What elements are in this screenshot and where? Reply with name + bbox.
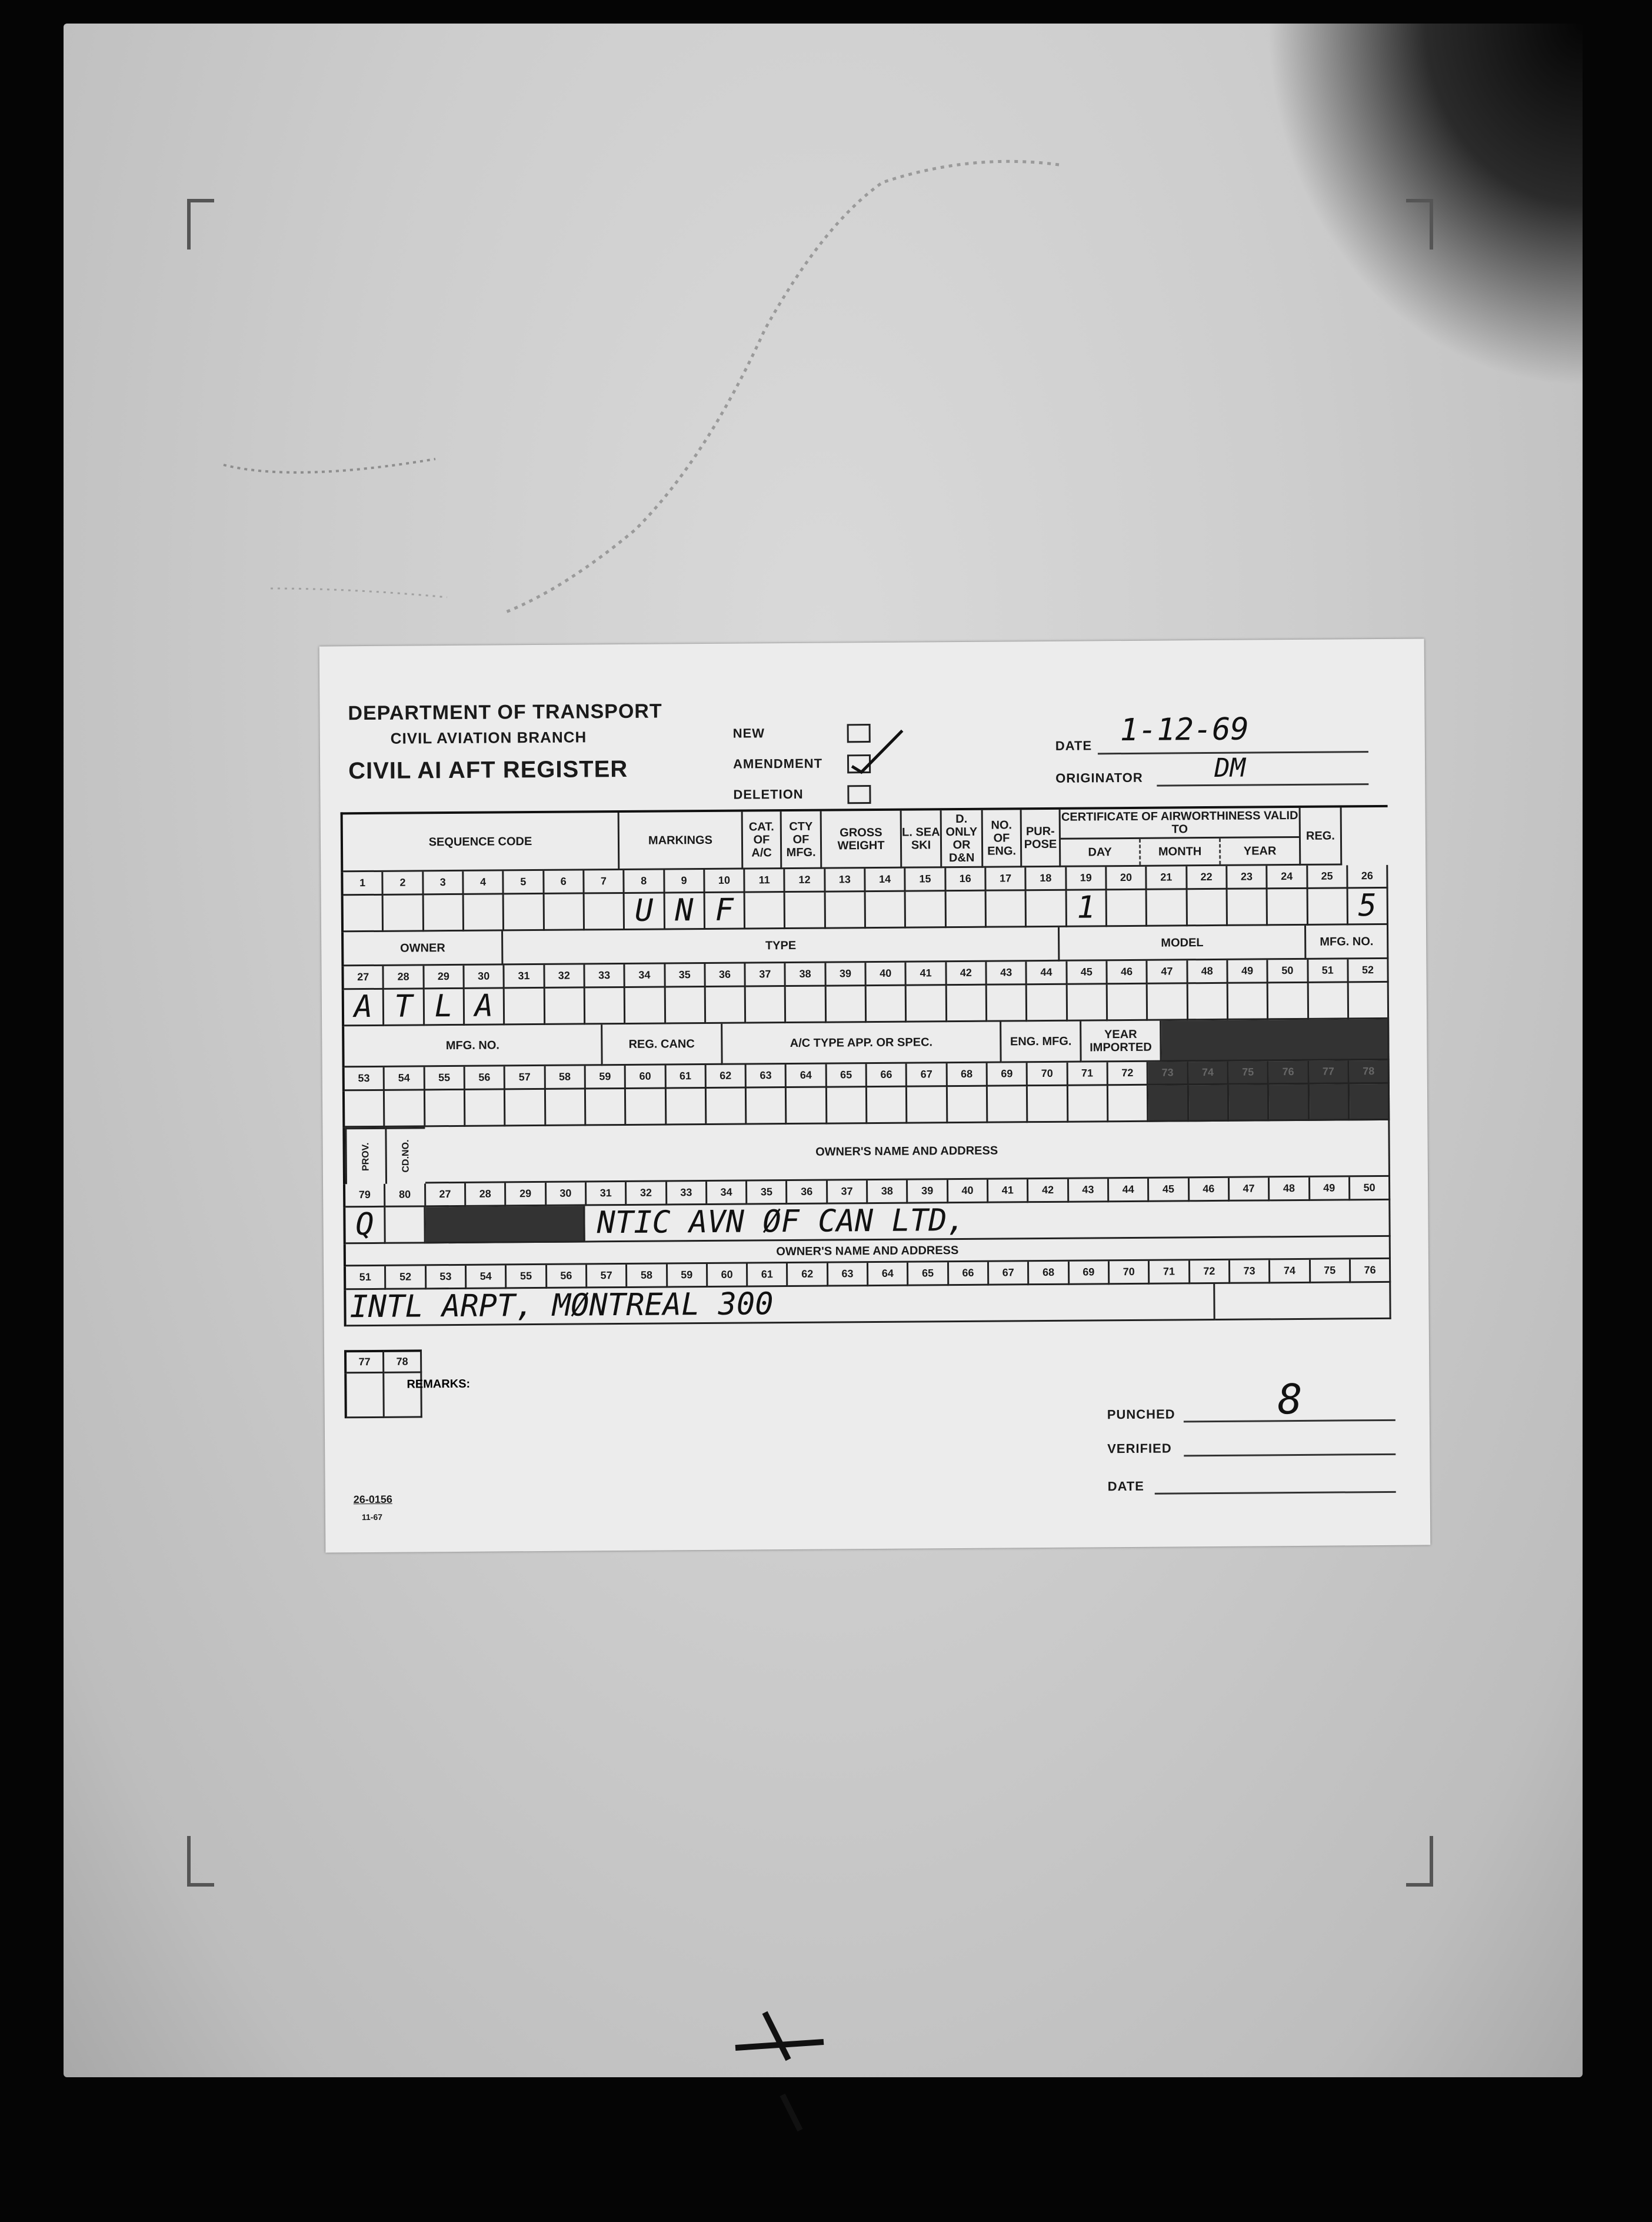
entry-cell[interactable] xyxy=(786,987,827,1023)
column-number: 8 xyxy=(625,870,665,893)
column-number: 30 xyxy=(547,1182,587,1206)
column-number: 66 xyxy=(949,1262,990,1286)
column-number: 22 xyxy=(1187,866,1228,890)
entry-cell[interactable] xyxy=(586,1089,627,1126)
day-header: DAY xyxy=(1061,839,1141,866)
originator-value: DM xyxy=(1214,753,1246,783)
column-number: 44 xyxy=(1027,962,1068,985)
column-number: 28 xyxy=(384,966,425,989)
column-number: 68 xyxy=(1029,1262,1070,1285)
register-card xyxy=(319,638,1431,1552)
entry-cell[interactable] xyxy=(1108,984,1148,1021)
entry-cell[interactable] xyxy=(1148,984,1188,1020)
date2-line xyxy=(1155,1491,1396,1495)
column-number: 34 xyxy=(707,1182,748,1205)
date-value: 1-12-69 xyxy=(1120,711,1250,749)
donly-header: D. ONLY OR D&N xyxy=(942,810,984,868)
column-number: 78 xyxy=(1349,1060,1390,1084)
column-number: 42 xyxy=(947,962,987,986)
entry-cell[interactable] xyxy=(1227,889,1268,926)
column-number: 52 xyxy=(386,1266,427,1289)
entry-cell[interactable] xyxy=(626,1089,667,1125)
address-blank-cells[interactable] xyxy=(1215,1283,1391,1320)
column-number: 49 xyxy=(1310,1177,1350,1200)
entry-cell[interactable] xyxy=(1108,1086,1149,1122)
column-number: 42 xyxy=(1028,1179,1069,1203)
column-number: 68 xyxy=(947,1063,988,1087)
entry-cell[interactable] xyxy=(987,891,1027,927)
entry-cell[interactable] xyxy=(825,892,866,929)
verified-label: VERIFIED xyxy=(1107,1441,1172,1456)
column-number: 33 xyxy=(585,964,625,988)
column-number: 72 xyxy=(1108,1062,1149,1086)
column-number: 67 xyxy=(989,1262,1030,1285)
column-number: 57 xyxy=(505,1066,546,1090)
column-number: 31 xyxy=(587,1182,627,1206)
column-number: 63 xyxy=(828,1263,869,1286)
entry-cell[interactable] xyxy=(987,985,1028,1022)
owner-name-header: OWNER'S NAME AND ADDRESS xyxy=(425,1120,1390,1183)
gross-weight-header: GROSS WEIGHT xyxy=(822,811,902,869)
column-number: 35 xyxy=(665,964,706,987)
column-number: 43 xyxy=(1069,1179,1110,1202)
date2-label: DATE xyxy=(1107,1478,1144,1494)
entry-cell[interactable] xyxy=(747,1088,787,1125)
column-number: 38 xyxy=(786,963,827,987)
entry-cell[interactable] xyxy=(946,892,987,928)
entry-cell[interactable] xyxy=(1068,1086,1109,1122)
column-number: 69 xyxy=(1070,1261,1110,1285)
cert-header xyxy=(1061,808,1301,867)
entry-cell[interactable]: 5 xyxy=(1348,889,1388,925)
remarks-label: REMARKS: xyxy=(407,1377,471,1391)
owner-name-entry[interactable]: NTIC AVN ØF CAN LTD, xyxy=(585,1200,1390,1243)
column-number: 27 xyxy=(426,1183,467,1207)
entry-cell[interactable]: A xyxy=(465,989,505,1025)
owner-address-entry[interactable]: INTL ARPT, MØNTREAL 300 xyxy=(346,1284,1215,1326)
entry-cell[interactable] xyxy=(787,1088,827,1125)
column-number: 77 xyxy=(347,1350,384,1373)
entry-cell[interactable] xyxy=(345,1091,385,1127)
column-number: 56 xyxy=(465,1066,506,1090)
ac-type-header: A/C TYPE APP. OR SPEC. xyxy=(722,1022,1002,1065)
column-number: 10 xyxy=(705,870,745,893)
reg-canc-header: REG. CANC xyxy=(602,1024,722,1066)
column-number: 41 xyxy=(907,962,947,986)
entry-cell[interactable] xyxy=(545,1089,586,1126)
column-number: 17 xyxy=(986,867,1027,891)
column-number: 7 xyxy=(584,870,625,894)
entry-cell[interactable] xyxy=(585,988,626,1024)
column-number: 43 xyxy=(987,962,1027,985)
entry-cell[interactable] xyxy=(1228,983,1269,1020)
column-number: 74 xyxy=(1270,1260,1311,1283)
form-title: CIVIL AI AFT REGISTER xyxy=(348,756,628,784)
entry-cell[interactable] xyxy=(665,987,706,1024)
entry-cell[interactable] xyxy=(424,895,464,932)
entry-cell[interactable] xyxy=(867,986,907,1023)
column-number: 52 xyxy=(1348,959,1389,983)
entry-cell[interactable] xyxy=(666,1089,707,1125)
column-number: 47 xyxy=(1148,960,1188,984)
column-number: 2 xyxy=(384,871,424,895)
column-number: 60 xyxy=(626,1065,667,1089)
entry-cell[interactable] xyxy=(1269,1085,1310,1121)
entry-cell[interactable] xyxy=(1268,889,1308,926)
entry-cell[interactable] xyxy=(706,987,747,1024)
cert-subheads xyxy=(1061,838,1299,865)
punched-label: PUNCHED xyxy=(1107,1406,1175,1422)
entry-cell[interactable] xyxy=(1308,983,1349,1019)
entry-cell[interactable] xyxy=(1107,890,1148,927)
originator-line xyxy=(1157,783,1368,787)
row4-entries xyxy=(343,1200,1390,1244)
entry-cell[interactable]: F xyxy=(705,893,745,930)
column-number: 12 xyxy=(785,869,826,893)
shaded-block xyxy=(1161,1019,1390,1062)
column-number: 71 xyxy=(1068,1062,1108,1086)
column-number: 55 xyxy=(425,1067,465,1090)
column-number: 45 xyxy=(1149,1178,1190,1202)
entry-cell[interactable] xyxy=(867,1087,908,1124)
column-number: 18 xyxy=(1027,867,1067,891)
column-number: 54 xyxy=(467,1265,507,1289)
prov-header: PROV. xyxy=(345,1127,385,1184)
entry-cell[interactable] xyxy=(1348,983,1389,1019)
entry-cell[interactable] xyxy=(625,987,666,1024)
branch-title: CIVIL AVIATION BRANCH xyxy=(390,728,587,747)
column-number: 69 xyxy=(988,1063,1028,1086)
column-number: 78 xyxy=(384,1349,422,1373)
entry-cell[interactable] xyxy=(746,987,787,1023)
column-number: 75 xyxy=(1310,1259,1351,1283)
column-number: 28 xyxy=(466,1183,507,1206)
column-number: 46 xyxy=(1107,961,1148,984)
entry-cell[interactable]: U xyxy=(625,893,665,930)
column-number: 25 xyxy=(1308,865,1348,889)
column-number: 41 xyxy=(988,1179,1029,1203)
punched-value: 8 xyxy=(1277,1375,1303,1424)
eng-mfg-header: ENG. MFG. xyxy=(1002,1022,1082,1063)
entry-cell[interactable] xyxy=(425,1090,466,1127)
year-imported-header: YEAR IMPORTED xyxy=(1081,1021,1161,1063)
column-number: 65 xyxy=(827,1064,867,1087)
entry-cell[interactable] xyxy=(1229,1085,1270,1121)
model-header: MODEL xyxy=(1060,926,1306,962)
column-number: 74 xyxy=(1188,1062,1229,1085)
form-code: 26-0156 xyxy=(353,1493,392,1506)
column-number: 59 xyxy=(586,1066,627,1089)
department-title: DEPARTMENT OF TRANSPORT xyxy=(348,700,662,725)
entry-cell[interactable] xyxy=(785,893,826,929)
column-number: 24 xyxy=(1267,866,1308,889)
column-number: 57 xyxy=(587,1265,628,1288)
column-number: 63 xyxy=(747,1065,787,1088)
column-number: 48 xyxy=(1270,1177,1310,1201)
entry-cell[interactable] xyxy=(826,986,867,1023)
entry-cell[interactable] xyxy=(827,1087,868,1124)
column-number: 34 xyxy=(625,964,666,987)
column-number: 36 xyxy=(705,964,746,987)
entry-cell[interactable] xyxy=(344,896,384,932)
column-number: 56 xyxy=(547,1265,588,1288)
column-number: 14 xyxy=(865,869,906,892)
entry-cell[interactable] xyxy=(948,1087,988,1123)
owner-address-header: OWNER'S NAME AND ADDRESS xyxy=(346,1237,1391,1266)
column-number: 62 xyxy=(706,1065,747,1089)
entry-cell[interactable] xyxy=(1028,1086,1068,1123)
column-number: 13 xyxy=(825,869,866,892)
entry-cell[interactable]: N xyxy=(665,893,705,930)
entry-cell[interactable] xyxy=(584,894,625,930)
column-number: 79 xyxy=(345,1184,386,1208)
column-number: 58 xyxy=(627,1264,668,1288)
markings-header: MARKINGS xyxy=(620,812,744,870)
column-number: 77 xyxy=(1309,1060,1350,1084)
lsea-header: L. SEA SKI xyxy=(902,810,942,868)
entry-cell[interactable] xyxy=(866,892,907,929)
column-number: 26 xyxy=(1348,865,1388,889)
shaded-owner-cells xyxy=(425,1206,585,1243)
type-header: TYPE xyxy=(503,927,1060,966)
entry-cell[interactable] xyxy=(947,986,987,1022)
verified-line xyxy=(1184,1453,1395,1457)
column-number: 35 xyxy=(747,1181,788,1205)
column-number: 76 xyxy=(1351,1259,1391,1283)
column-number: 65 xyxy=(908,1262,949,1286)
entry-cell[interactable] xyxy=(1187,890,1228,926)
column-number: 66 xyxy=(867,1064,908,1087)
check-mark-icon xyxy=(844,725,909,779)
entry-cell[interactable] xyxy=(1308,889,1348,925)
entry-cell[interactable] xyxy=(745,893,786,929)
column-number: 19 xyxy=(1067,867,1107,890)
entry-cell[interactable] xyxy=(1027,891,1067,927)
column-number: 29 xyxy=(424,966,465,989)
entry-cell[interactable] xyxy=(1188,1085,1229,1122)
column-number: 61 xyxy=(666,1065,707,1089)
column-number: 48 xyxy=(1188,960,1228,984)
entry-cell[interactable] xyxy=(1147,890,1188,926)
deletion-checkbox[interactable] xyxy=(847,785,871,804)
cert-title: CERTIFICATE OF AIRWORTHINESS VALID TO xyxy=(1061,808,1299,840)
entry-cell[interactable] xyxy=(465,1090,506,1126)
column-number: 76 xyxy=(1269,1061,1310,1085)
column-number: 70 xyxy=(1028,1063,1068,1086)
column-number: 67 xyxy=(907,1063,948,1087)
row1-header xyxy=(341,805,1388,872)
column-number: 32 xyxy=(545,964,585,988)
entry-cell[interactable]: A xyxy=(344,990,385,1026)
column-number: 1 xyxy=(343,872,384,896)
entry-cell[interactable] xyxy=(988,1086,1028,1123)
column-number: 51 xyxy=(346,1266,387,1290)
date-label: DATE xyxy=(1055,738,1093,753)
column-number: 46 xyxy=(1190,1178,1230,1202)
entry-cell[interactable] xyxy=(1350,1084,1390,1120)
deletion-label: DELETION xyxy=(733,786,804,802)
column-number: 3 xyxy=(424,871,464,895)
entry-cell[interactable] xyxy=(1148,1085,1189,1122)
cat-header: CAT. OF A/C xyxy=(743,811,782,869)
entry-cell[interactable] xyxy=(505,989,545,1025)
column-number: 39 xyxy=(826,963,867,986)
column-number: 73 xyxy=(1230,1260,1271,1283)
prov-entry[interactable]: Q xyxy=(345,1208,385,1244)
row5-entries xyxy=(344,1283,1391,1326)
entry-cell[interactable] xyxy=(545,988,585,1024)
column-number: 9 xyxy=(665,870,705,893)
column-number: 64 xyxy=(868,1263,909,1286)
column-number: 61 xyxy=(748,1263,788,1287)
column-number: 27 xyxy=(344,966,384,990)
owner-header: OWNER xyxy=(344,931,504,966)
column-number: 40 xyxy=(948,1180,989,1203)
register-grid xyxy=(341,805,1392,1418)
column-number: 15 xyxy=(906,868,947,892)
row4-header xyxy=(342,1120,1390,1184)
entry-cell[interactable] xyxy=(907,986,947,1022)
column-number: 80 xyxy=(385,1183,426,1207)
column-number: 53 xyxy=(427,1266,467,1289)
column-number: 72 xyxy=(1190,1260,1231,1284)
column-number: 29 xyxy=(506,1183,547,1206)
entry-cell[interactable] xyxy=(544,894,585,930)
column-number: 20 xyxy=(1107,867,1147,890)
column-number: 38 xyxy=(868,1180,908,1204)
column-number: 70 xyxy=(1110,1261,1150,1285)
column-number: 4 xyxy=(464,871,504,894)
entry-cell[interactable]: L xyxy=(424,989,465,1026)
cd-no-entry[interactable] xyxy=(385,1207,425,1243)
entry-cell[interactable]: T xyxy=(384,989,425,1026)
column-number: 50 xyxy=(1350,1177,1391,1200)
purpose-header: PUR- POSE xyxy=(1022,810,1061,867)
entry-cell[interactable] xyxy=(907,1087,948,1123)
column-number: 58 xyxy=(545,1066,586,1089)
column-number: 45 xyxy=(1067,961,1108,984)
column-number: 60 xyxy=(708,1264,748,1288)
column-number: 49 xyxy=(1228,960,1268,983)
cty-header: CTY OF MFG. xyxy=(782,811,822,869)
reg-header: REG. xyxy=(1301,807,1343,865)
no-eng-header: NO. OF ENG. xyxy=(983,810,1022,867)
entry-cell[interactable] xyxy=(1268,983,1309,1020)
column-number: 36 xyxy=(787,1181,828,1205)
column-number: 71 xyxy=(1150,1260,1190,1284)
column-number: 75 xyxy=(1228,1061,1269,1085)
column-number: 32 xyxy=(627,1182,667,1205)
column-number: 39 xyxy=(908,1180,948,1203)
column-number: 55 xyxy=(507,1265,547,1289)
amendment-label: AMENDMENT xyxy=(732,756,823,771)
entry-cell[interactable] xyxy=(464,894,505,931)
column-number: 59 xyxy=(667,1264,708,1288)
column-number: 51 xyxy=(1308,959,1349,983)
entry-cell[interactable] xyxy=(1067,984,1108,1021)
col77-entry[interactable] xyxy=(347,1373,385,1418)
column-number: 21 xyxy=(1147,866,1188,890)
entry-cell[interactable] xyxy=(1188,984,1228,1020)
entry-cell[interactable] xyxy=(1309,1084,1350,1120)
form-revision: 11-67 xyxy=(361,1512,383,1522)
column-number: 53 xyxy=(345,1067,385,1091)
entry-cell[interactable] xyxy=(906,892,947,928)
entry-cell[interactable]: 1 xyxy=(1067,890,1107,927)
column-number: 11 xyxy=(745,869,785,893)
cd-no-header: CD.NO. xyxy=(385,1127,425,1183)
column-number: 73 xyxy=(1148,1062,1189,1085)
entry-cell[interactable] xyxy=(1027,985,1068,1022)
new-label: NEW xyxy=(732,726,765,741)
column-number: 37 xyxy=(828,1180,868,1204)
column-number: 64 xyxy=(787,1065,827,1088)
entry-cell[interactable] xyxy=(384,895,424,932)
column-number: 62 xyxy=(788,1263,828,1287)
column-number: 50 xyxy=(1268,960,1309,983)
column-number: 44 xyxy=(1109,1179,1150,1202)
column-number: 47 xyxy=(1230,1177,1270,1201)
column-number: 5 xyxy=(504,871,545,894)
entry-cell[interactable] xyxy=(505,1090,546,1126)
column-number: 16 xyxy=(946,868,987,892)
column-number: 23 xyxy=(1227,866,1268,889)
column-number: 54 xyxy=(385,1067,425,1090)
mfg-no-header: MFG. NO. xyxy=(1306,925,1388,960)
month-header: MONTH xyxy=(1141,839,1221,865)
column-number: 40 xyxy=(866,963,907,986)
entry-cell[interactable] xyxy=(707,1089,747,1125)
originator-label: ORIGINATOR xyxy=(1055,770,1143,786)
year-header: YEAR xyxy=(1243,844,1277,858)
mfg-no2-header: MFG. NO. xyxy=(344,1024,602,1067)
sequence-code-header: SEQUENCE CODE xyxy=(343,813,620,872)
entry-cell[interactable] xyxy=(504,894,545,931)
column-number: 37 xyxy=(746,963,787,987)
entry-cell[interactable] xyxy=(385,1090,425,1127)
row6-entries xyxy=(344,1366,1391,1418)
column-number: 33 xyxy=(667,1182,708,1205)
column-number: 31 xyxy=(505,965,545,989)
row3-header xyxy=(342,1019,1389,1067)
column-number: 6 xyxy=(544,870,585,894)
column-number: 30 xyxy=(464,965,505,989)
